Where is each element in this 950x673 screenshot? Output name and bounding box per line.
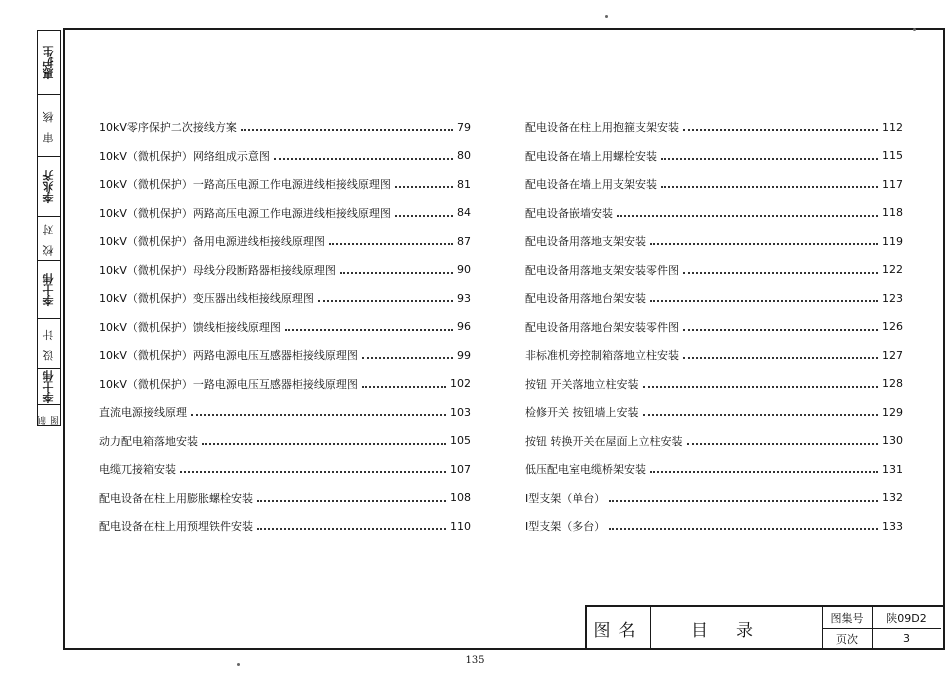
toc-entry-title: 10kV（微机保护）母线分段断路器柜接线原理图 (99, 263, 336, 277)
toc-leader-dots (683, 317, 878, 331)
toc-entry-title: 低压配电室电缆桥架安装 (525, 463, 646, 477)
toc-entry (99, 484, 471, 513)
toc-entry (99, 427, 471, 456)
toc-entry-page: 79 (457, 120, 471, 134)
toc-entry (525, 142, 903, 171)
toc-leader-dots (362, 374, 446, 388)
toc-entry (525, 484, 903, 513)
toc-entry-page: 118 (882, 206, 903, 220)
toc-leader-dots (683, 345, 878, 359)
toc-leader-dots (650, 459, 878, 473)
toc-leader-dots (329, 231, 453, 245)
toc-entry-title: 10kV（微机保护）一路电源电压互感器柜接线原理图 (99, 377, 358, 391)
toc-leader-dots (650, 231, 878, 245)
toc-entry (525, 170, 903, 199)
toc-entry-title: 10kV零序保护二次接线方案 (99, 121, 237, 135)
toc-entry-title: 10kV（微机保护）变压器出线柜接线原理图 (99, 292, 314, 306)
toc-leader-dots (643, 374, 879, 388)
toc-entry (525, 455, 903, 484)
toc-leader-dots (362, 345, 453, 359)
toc-entry-title: 配电设备嵌墙安装 (525, 206, 613, 220)
toc-entry-title: 配电设备用落地支架安装零件图 (525, 263, 679, 277)
toc-entry-page: 119 (882, 234, 903, 248)
toc-entry (99, 398, 471, 427)
toc-entry-page: 80 (457, 149, 471, 163)
toc-entry-page: 110 (450, 519, 471, 533)
atlas-number-value: 陕09D2 (872, 607, 941, 629)
toc-entry-title: 配电设备用落地台架安装零件图 (525, 320, 679, 334)
toc-entry (99, 512, 471, 541)
toc-entry-title: 动力配电箱落地安装 (99, 434, 198, 448)
toc-entry-page: 123 (882, 291, 903, 305)
toc-leader-dots (257, 516, 446, 530)
toc-entry (99, 142, 471, 171)
toc-entry-page: 93 (457, 291, 471, 305)
toc-entry-title: 按钮 开关落地立柱安装 (525, 377, 639, 391)
role-label-shenhe: 审 核 (42, 108, 55, 143)
toc-entry (99, 170, 471, 199)
toc-entry-page: 132 (882, 491, 903, 505)
toc-entry (525, 512, 903, 541)
scan-speck (605, 15, 608, 18)
toc-leader-dots (609, 488, 878, 502)
signature-cell-lishiwei-2 (38, 369, 60, 405)
toc-entry-title: 10kV（微机保护）一路高压电源工作电源进线柜接线原理图 (99, 178, 391, 192)
toc-entry-title: 配电设备在柱上用膨胀螺栓安装 (99, 491, 253, 505)
toc-leader-dots (687, 431, 879, 445)
toc-leader-dots (617, 203, 878, 217)
toc-leader-dots (683, 260, 878, 274)
toc-entry-page: 84 (457, 206, 471, 220)
toc-entry (525, 284, 903, 313)
signature-strip (37, 30, 61, 426)
toc-entry-title: 10kV（微机保护）两路电源电压互感器柜接线原理图 (99, 349, 358, 363)
toc-entry-page: 130 (882, 434, 903, 448)
toc-leader-dots (285, 317, 453, 331)
toc-entry-page: 102 (450, 377, 471, 391)
signature-cell-lizhaoqi (38, 157, 60, 217)
toc-entry-page: 126 (882, 320, 903, 334)
toc-entry-page: 117 (882, 177, 903, 191)
toc-entry (525, 341, 903, 370)
toc-entry-page: 90 (457, 263, 471, 277)
toc-entry-title: Ⅰ型支架（多台） (525, 520, 606, 534)
toc-entry-title: 10kV（微机保护）备用电源进线柜接线原理图 (99, 235, 325, 249)
toc-entry (99, 341, 471, 370)
toc-leader-dots (241, 117, 453, 131)
toc-leader-dots (395, 174, 453, 188)
signature-lizhaoqi: 李兆齐 (42, 170, 55, 203)
atlas-number-label: 图集号 (822, 607, 873, 629)
toc-entry-page: 103 (450, 405, 471, 419)
toc-entry-title: 配电设备在柱上用预埋铁件安装 (99, 520, 253, 534)
toc-entry (525, 227, 903, 256)
toc-entry (525, 370, 903, 399)
toc-entry-page: 122 (882, 263, 903, 277)
toc-leader-dots (257, 488, 446, 502)
toc-entry-page: 127 (882, 348, 903, 362)
page-number: 135 (465, 655, 485, 666)
toc-entry-title: 配电设备在墙上用支架安装 (525, 178, 657, 192)
toc-leader-dots (643, 402, 879, 416)
toc-entry (525, 199, 903, 228)
toc-entry (99, 227, 471, 256)
toc-entry-page: 133 (882, 519, 903, 533)
toc-entry (99, 313, 471, 342)
toc-entry-title: 10kV（微机保护）网络组成示意图 (99, 149, 270, 163)
toc-entry-title: 配电设备在柱上用抱箍支架安装 (525, 121, 679, 135)
toc-leader-dots (274, 146, 453, 160)
scan-speck (237, 663, 240, 666)
toc-entry (99, 113, 471, 142)
toc-entry-title: 检修开关 按钮墙上安装 (525, 406, 639, 420)
drawing-name: 目录 (650, 607, 823, 649)
toc-entry-page: 108 (450, 491, 471, 505)
page-order-label: 页次 (822, 628, 873, 649)
title-block (585, 605, 943, 649)
drawing-name-label: 图名 (587, 607, 651, 649)
toc-entry (525, 113, 903, 142)
toc-leader-dots (180, 459, 446, 473)
role-label-zhitu: 制 图 (38, 415, 61, 425)
toc-entry-title: 配电设备用落地台架安装 (525, 292, 646, 306)
toc-leader-dots (661, 146, 878, 160)
toc-entry (99, 256, 471, 285)
role-label-jiaodui: 校 对 (42, 221, 55, 256)
toc-leader-dots (191, 402, 446, 416)
role-label-sheji: 设 计 (42, 326, 55, 361)
role-cell-zhitu (38, 405, 60, 425)
toc-entry-page: 96 (457, 320, 471, 334)
toc-entry (99, 199, 471, 228)
toc-entry-title: 直流电源接线原理 (99, 406, 187, 420)
toc-entry (525, 427, 903, 456)
toc-entry (525, 256, 903, 285)
toc-entry-title: 10kV（微机保护）馈线柜接线原理图 (99, 320, 281, 334)
toc-entry-page: 105 (450, 434, 471, 448)
toc-leader-dots (318, 288, 453, 302)
toc-leader-dots (340, 260, 453, 274)
toc-entry-title: 按钮 转换开关在屋面上立柱安装 (525, 434, 683, 448)
role-cell-jiaodui (38, 217, 60, 261)
toc-entry-page: 128 (882, 377, 903, 391)
toc-entry-page: 131 (882, 462, 903, 476)
toc-entry-page: 107 (450, 462, 471, 476)
toc-leader-dots (395, 203, 453, 217)
toc-leader-dots (683, 117, 878, 131)
signature-cell-chief (38, 31, 60, 95)
signature-lishiwei-2: 李士伟 (42, 370, 55, 403)
toc-entry-title: 10kV（微机保护）两路高压电源工作电源进线柜接线原理图 (99, 206, 391, 220)
toc-entry (99, 370, 471, 399)
toc-entry-page: 81 (457, 177, 471, 191)
signature-lishiwei-1: 李士伟 (42, 273, 55, 306)
toc-leader-dots (650, 288, 878, 302)
toc-entry (99, 455, 471, 484)
toc-entry-page: 115 (882, 149, 903, 163)
toc-entry-page: 99 (457, 348, 471, 362)
toc-entry-title: 配电设备用落地支架安装 (525, 235, 646, 249)
toc-entry (525, 313, 903, 342)
toc-entry-page: 129 (882, 405, 903, 419)
toc-leader-dots (609, 516, 878, 530)
scan-speck (913, 28, 916, 31)
toc-entry-page: 112 (882, 120, 903, 134)
toc-right-column (525, 113, 903, 541)
signature-cell-lishiwei-1 (38, 261, 60, 319)
role-cell-shenhe (38, 95, 60, 157)
toc-left-column (99, 113, 471, 541)
toc-entry-title: 电缆兀接箱安装 (99, 463, 176, 477)
toc-entry (99, 284, 471, 313)
toc-entry-page: 87 (457, 234, 471, 248)
page-order-value: 3 (903, 632, 910, 645)
signature-huihusheng: 惠护生 (42, 46, 55, 79)
toc-entry (525, 398, 903, 427)
toc-leader-dots (661, 174, 878, 188)
toc-entry-title: 配电设备在墙上用螺栓安装 (525, 149, 657, 163)
toc-leader-dots (202, 431, 446, 445)
toc-entry-title: Ⅰ型支架（单台） (525, 491, 606, 505)
toc-entry-title: 非标准机旁控制箱落地立柱安装 (525, 349, 679, 363)
role-cell-sheji (38, 319, 60, 369)
